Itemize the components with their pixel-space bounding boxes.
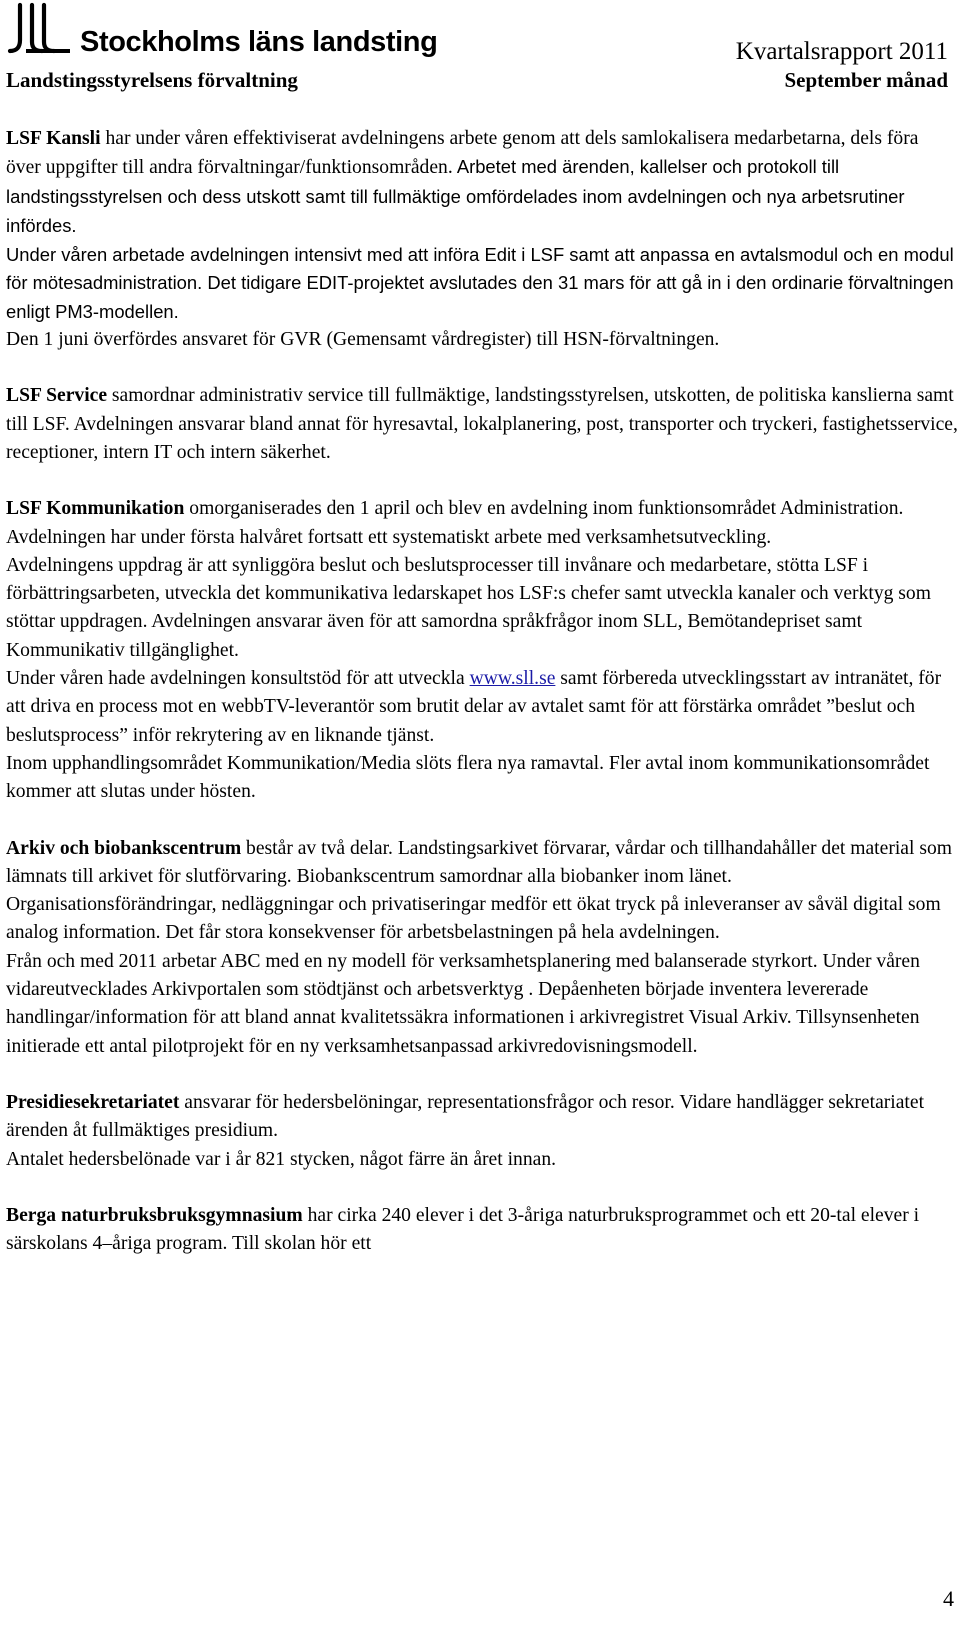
- kansli-paragraph-1: LSF Kansli har under våren effektiviserat avdelningens arbete genom att dels samlokalisera medarbetarna, dels föra över uppgifter till andra förvaltningar/funktionsområden. Arbetet med ärenden, kallelser och protokoll till landstingsstyrelsen och dess utskott samt till fullmäktige omfördelades inom avdelningen och nya arbetsrutiner infördes.: [6, 128, 919, 236]
- berga-paragraph-1: Berga naturbruksbruksgymnasium har cirka 240 elever i det 3-åriga naturbruksprogrammet och ett 20-tal elever i särskolans 4–åriga program. Till skolan hör ett: [6, 1204, 920, 1255]
- page-number: 4: [943, 1586, 954, 1611]
- kansli-heading: LSF Kansli: [6, 128, 101, 149]
- kommunikation-heading: LSF Kommunikation: [6, 498, 185, 520]
- service-paragraph: LSF Service samordnar administrativ service till fullmäktige, landstingsstyrelsen, utskotten, de politiska kanslierna samt till LSF. Avdelningen ansvarar bland annat för hyresavtal, lokalplanering, post, transporter och tryckeri, fastighetsservice, receptioner, intern IT och intern säkerhet.: [6, 385, 958, 463]
- kommunikation-paragraph-3: Under våren hade avdelningen konsultstöd för att utveckla www.sll.se samt förbereda utvecklingsstart av intranätet, för att driva en process mot en webbTV-leverantör som brutit delar av avtalet samt för att förstärka området ”beslut och beslutsprocess” inför rekrytering av en liknande tjänst.: [6, 668, 942, 746]
- sll-website-link[interactable]: www.sll.se: [469, 668, 556, 690]
- arkiv-heading: Arkiv och biobankscentrum: [6, 837, 242, 859]
- presidie-paragraph-1: Presidiesekretariatet ansvarar för hedersbelöningar, representationsfrågor och resor. Vidare handlägger sekretariatet ärenden åt fullmäktiges presidium.: [6, 1091, 925, 1142]
- presidie-paragraph-2: Antalet hedersbelönade var i år 821 stycken, något färre än året innan.: [6, 1148, 557, 1170]
- sll-logo-icon: [6, 2, 72, 54]
- kommunikation-paragraph-2: Avdelningens uppdrag är att synliggöra beslut och beslutsprocesser till invånare och medarbetare, stötta LSF i förbättringsarbeten, utveckla det kommunikativa ledarskapet hos LSF:s chefer samt utveckla kanaler och verktyg som stöttar uppdragen. Avdelningen ansvarar även för att samordna språkfrågor inom SLL, Bemötandepriset samt Kommunikativ tillgänglighet.: [6, 554, 931, 661]
- presidie-heading: Presidiesekretariatet: [6, 1091, 180, 1113]
- arkiv-paragraph-2: Organisationsförändringar, nedläggningar och privatiseringar medför ett ökat tryck på inleveranser av såväl digital som analog information. Det får stora konsekvenser för arbetsbelastningen på hela avdelningen.: [6, 894, 941, 944]
- arkiv-paragraph-1: Arkiv och biobankscentrum består av två delar. Landstingsarkivet förvarar, vårdar och tillhandahåller det material som lämnats till arkivet för slutförvaring. Biobankscentrum samordnar alla biobanker inom länet.: [6, 837, 952, 887]
- logo-text: Stockholms läns landsting: [80, 26, 438, 58]
- arkiv-paragraph-3: Från och med 2011 arbetar ABC med en ny modell för verksamhetsplanering med balanserade styrkort. Under våren vidareutvecklades Arkivportalen som stödtjänst och arbetsverktyg . Depåenheten började inventera levererade handlingar/information för att bland annat kvalitetssäkra informationen i arkivregistret Visual Arkiv. Tillsynsenheten initierade ett antal pilotprojekt för en ny verksamhetsanpassad arkivredovisningsmodell.: [6, 950, 920, 1057]
- page-header: [0, 0, 960, 100]
- kansli-paragraph-2: Under våren arbetade avdelningen intensivt med att införa Edit i LSF samt att anpassa en avtalsmodul och en modul för mötesadministration. Det tidigare EDIT-projektet avslutades den 31 mars för att gå in i den ordinarie förvaltningen enligt PM3-modellen.: [6, 244, 954, 322]
- service-heading: LSF Service: [6, 385, 108, 407]
- document-body: [6, 125, 958, 1258]
- kommunikation-paragraph-1: LSF Kommunikation omorganiserades den 1 april och blev en avdelning inom funktionsområdet Administration. Avdelningen har under första halvåret fortsatt ett systematiskt arbete med verksamhetsutveckling.: [6, 498, 904, 548]
- kommunikation-paragraph-4: Inom upphandlingsområdet Kommunikation/Media slöts flera nya ramavtal. Fler avtal inom kommunikationsområdet kommer att slutas under hösten.: [6, 752, 930, 803]
- report-title: Kvartalsrapport 2011: [735, 38, 948, 65]
- organization-name: Landstingsstyrelsens förvaltning: [6, 68, 298, 92]
- berga-heading: Berga naturbruksbruksgymnasium: [6, 1204, 303, 1226]
- report-month: September månad: [784, 68, 948, 92]
- kansli-paragraph-3: Den 1 juni överfördes ansvaret för GVR (Gemensamt vårdregister) till HSN-förvaltningen.: [6, 329, 720, 351]
